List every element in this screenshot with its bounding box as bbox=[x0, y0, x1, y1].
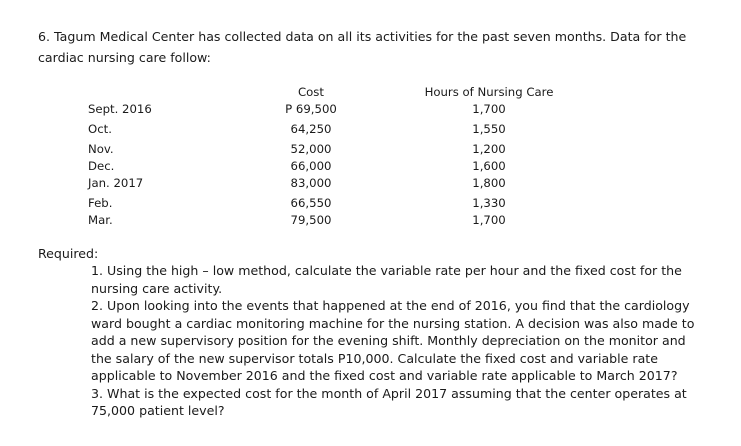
month-cell: Oct. bbox=[88, 122, 112, 136]
question-item: 3. What is the expected cost for the month of April 2017 assuming that the center operates at 75,000 patient level? bbox=[91, 385, 687, 418]
month-cell: Jan. 2017 bbox=[88, 176, 144, 190]
cost-cell: P 69,500 bbox=[285, 102, 337, 116]
cost-cell: 66,000 bbox=[290, 159, 332, 173]
cost-cell: 52,000 bbox=[290, 142, 332, 156]
question-item: 1. Using the high – low method, calculate the variable rate per hour and the fixed cost for the nursing care activity. bbox=[91, 263, 682, 296]
hours-cell: 1,700 bbox=[472, 213, 506, 227]
month-cell: Dec. bbox=[88, 159, 115, 173]
month-cell: Sept. 2016 bbox=[88, 102, 152, 116]
cost-cell: 79,500 bbox=[290, 213, 332, 227]
hours-cell: 1,330 bbox=[472, 196, 506, 210]
problem-statement: 6. Tagum Medical Center has collected data on all its activities for the past seven months. Data for the cardiac nursing care follow: bbox=[38, 29, 687, 65]
question-item: 2. Upon looking into the events that happened at the end of 2016, you find that the cardiology ward bought a cardiac monitoring machine for the nursing station. A decision was also made to add a new supervisory position for the evening shift. Monthly depreciation on the monitor and the salary of the new supervisor totals P10,000. Calculate the fixed cost and variable rate applicable to November 2016 and the fixed cost and variable rate applicable to March 2017? bbox=[91, 298, 695, 383]
hours-cell: 1,800 bbox=[472, 176, 506, 190]
month-cell: Nov. bbox=[88, 142, 114, 156]
hours-cell: 1,700 bbox=[472, 102, 506, 116]
cost-column bbox=[281, 84, 341, 229]
cost-cell: 83,000 bbox=[290, 176, 332, 190]
hours-header: Hours of Nursing Care bbox=[424, 85, 554, 99]
cost-header: Cost bbox=[298, 85, 324, 99]
cost-cell: 66,550 bbox=[290, 196, 332, 210]
hours-cell: 1,200 bbox=[472, 142, 506, 156]
month-column bbox=[88, 101, 152, 229]
question-list bbox=[91, 262, 701, 420]
month-cell: Mar. bbox=[88, 213, 113, 227]
cost-cell: 64,250 bbox=[290, 122, 332, 136]
hours-cell: 1,550 bbox=[472, 122, 506, 136]
hours-cell: 1,600 bbox=[472, 159, 506, 173]
hours-column bbox=[421, 84, 557, 229]
month-cell: Feb. bbox=[88, 196, 113, 210]
required-heading: Required: bbox=[38, 246, 99, 261]
